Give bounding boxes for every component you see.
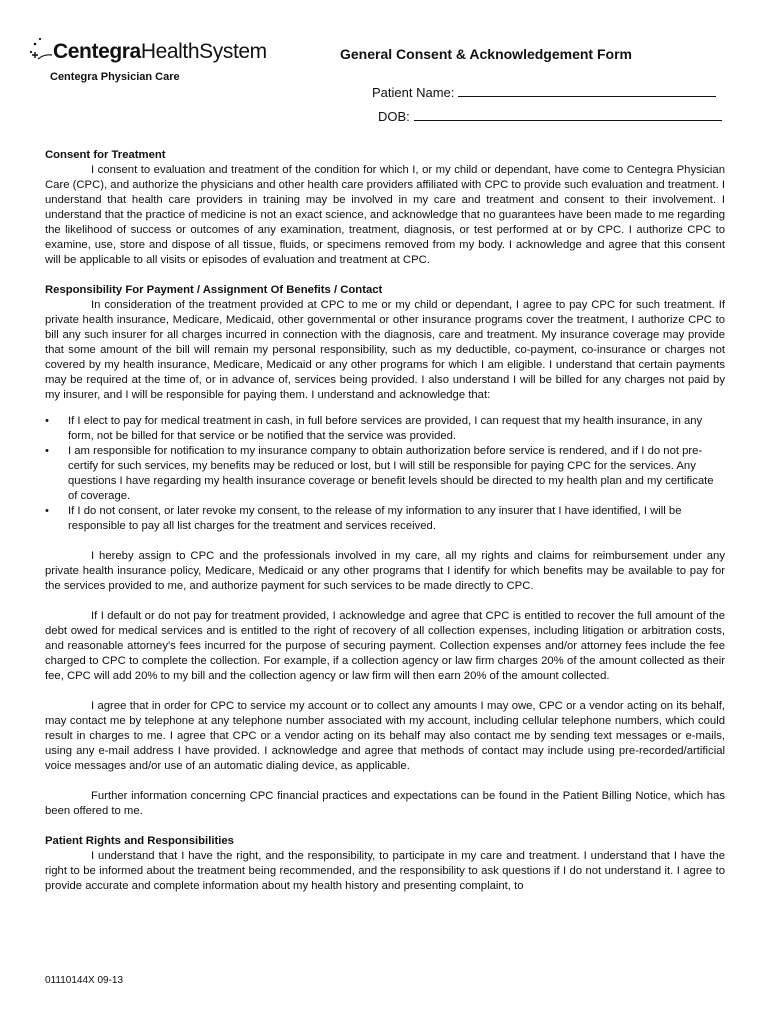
list-item-text: If I do not consent, or later revoke my consent, to the release of my information to any insurer that I have identified, I will be responsible to pay all list charges for the treatment and services received. (68, 505, 682, 532)
list-item (45, 444, 725, 504)
acknowledgement-list (45, 414, 725, 534)
form-code: 01110144X 09-13 (45, 975, 124, 986)
logo-subtitle: Centegra Physician Care (50, 71, 180, 83)
rights-heading: Patient Rights and Responsibilities (45, 835, 234, 847)
list-item-text: I am responsible for notification to my insurance company to obtain authorization before service is rendered, and if I do not pre-certify for such services, my benefits may be reduced or lost, but I will still be responsible for paying CPC for the services. Any questions I have regarding my health insurance coverage or benefit levels should be directed to my health plan and my certificate of coverage. (68, 445, 714, 502)
list-item-text: If I elect to pay for medical treatment in cash, in full before services are provided, I can request that my health insurance, in any form, not be billed for that service or be notified that the service was provided. (68, 415, 703, 442)
centegra-logo (28, 30, 298, 90)
patient-name-field[interactable] (372, 84, 716, 100)
default-paragraph: If I default or do not pay for treatment provided, I acknowledge and agree that CPC is entitled to recover the full amount of the debt owed for medical services and is entitled to the right of recovery of all collection expenses, including litigation or arbitration costs, and reasonable attorney's fees incurred for the purpose of securing payment. Collection expenses and/or attorney fees include the fee charged to CPC to complete the collection. For example, if a collection agency or law firm charges 20% of the amount collected as their fee, CPC will add 20% to my bill and the collection agency or law firm will then earn 20% of the amount collected. (45, 610, 725, 682)
dob-label: DOB: (378, 109, 410, 124)
contact-paragraph: I agree that in order for CPC to service my account or to collect any amounts I may owe, CPC or a vendor acting on its behalf, may contact me by telephone at any telephone number associated with my account, including cellular telephone numbers, which could result in charges to me. I agree that CPC or a vendor acting on its behalf may also contact me by sending text messages or e-mails, using any e-mail address I have provided. I acknowledge and agree that methods of contact may include using pre-recorded/artificial voice messages and/or use of an automatic dialing device, as applicable. (45, 700, 725, 772)
bullet-icon: • (45, 445, 49, 457)
payment-heading: Responsibility For Payment / Assignment Of Benefits / Contact (45, 284, 383, 296)
bullet-icon: • (45, 415, 49, 427)
bullet-icon: • (45, 505, 49, 517)
rights-paragraph: I understand that I have the right, and the responsibility, to participate in my care and treatment. I understand that I have the right to be informed about the treatment being recommended, and the responsibility to ask questions if I do not understand it. I agree to provide accurate and complete information about my health history and presenting complaint, to (45, 850, 725, 892)
payment-paragraph: In consideration of the treatment provided at CPC to me or my child or dependant, I agree to pay CPC for such treatment. If private health insurance, Medicare, Medicaid, other governmental or other insurance programs cover the treatment, I authorize CPC to bill any such insurer for all charges incurred in connection with the diagnosis, care and treatment. My insurance coverage may provide that some amount of the bill will remain my personal responsibility, such as my deductible, co-payment, co-insurance or charges not covered by my health insurance, Medicare, Medicaid or any other programs for which I am eligible. I understand that certain payments may be required at the time of, or in advance of, services being provided. I also understand I will be billed for any charges not paid by my insurer, and I will be responsible for paying them. I understand and acknowledge that: (45, 299, 725, 401)
list-item (45, 504, 725, 534)
patient-name-label: Patient Name: (372, 85, 455, 100)
patient-name-line[interactable] (458, 84, 716, 97)
document-body (45, 148, 725, 894)
logo-wordmark: CentegraHealthSystem (53, 40, 267, 63)
consent-paragraph: I consent to evaluation and treatment of the condition for which I, or my child or dependant, have come to Centegra Physician Care (CPC), and authorize the physicians and other health care providers affiliated with CPC to provide such evaluation and treatment. I understand that health care providers in training may be involved in my care and treatment and consent to their involvement. I understand that the practice of medicine is not an exact science, and acknowledge that no guarantees have been made to me regarding the likelihood of success or outcomes of any examination, treatment, diagnosis, or test performed at or by CPC. I authorize CPC to examine, use, store and dispose of all tissue, fluids, or specimens removed from my body. I acknowledge and agree that this consent will be applicable to all visits or episodes of evaluation and treatment at CPC. (45, 164, 725, 266)
assignment-paragraph: I hereby assign to CPC and the professionals involved in my care, all my rights and claims for reimbursement under any private health insurance policy, Medicare, Medicaid or any other programs that I identify for which benefits may be available to pay for the services provided to me, and authorize payment for such services to be made directly to CPC. (45, 550, 725, 592)
list-item (45, 414, 725, 444)
further-info-paragraph: Further information concerning CPC financial practices and expectations can be found in the Patient Billing Notice, which has been offered to me. (45, 790, 725, 817)
dob-field[interactable] (378, 108, 722, 124)
dob-line[interactable] (414, 108, 722, 121)
star-swoosh-icon (28, 36, 52, 62)
form-title: General Consent & Acknowledgement Form (340, 46, 632, 62)
consent-heading: Consent for Treatment (45, 149, 166, 161)
